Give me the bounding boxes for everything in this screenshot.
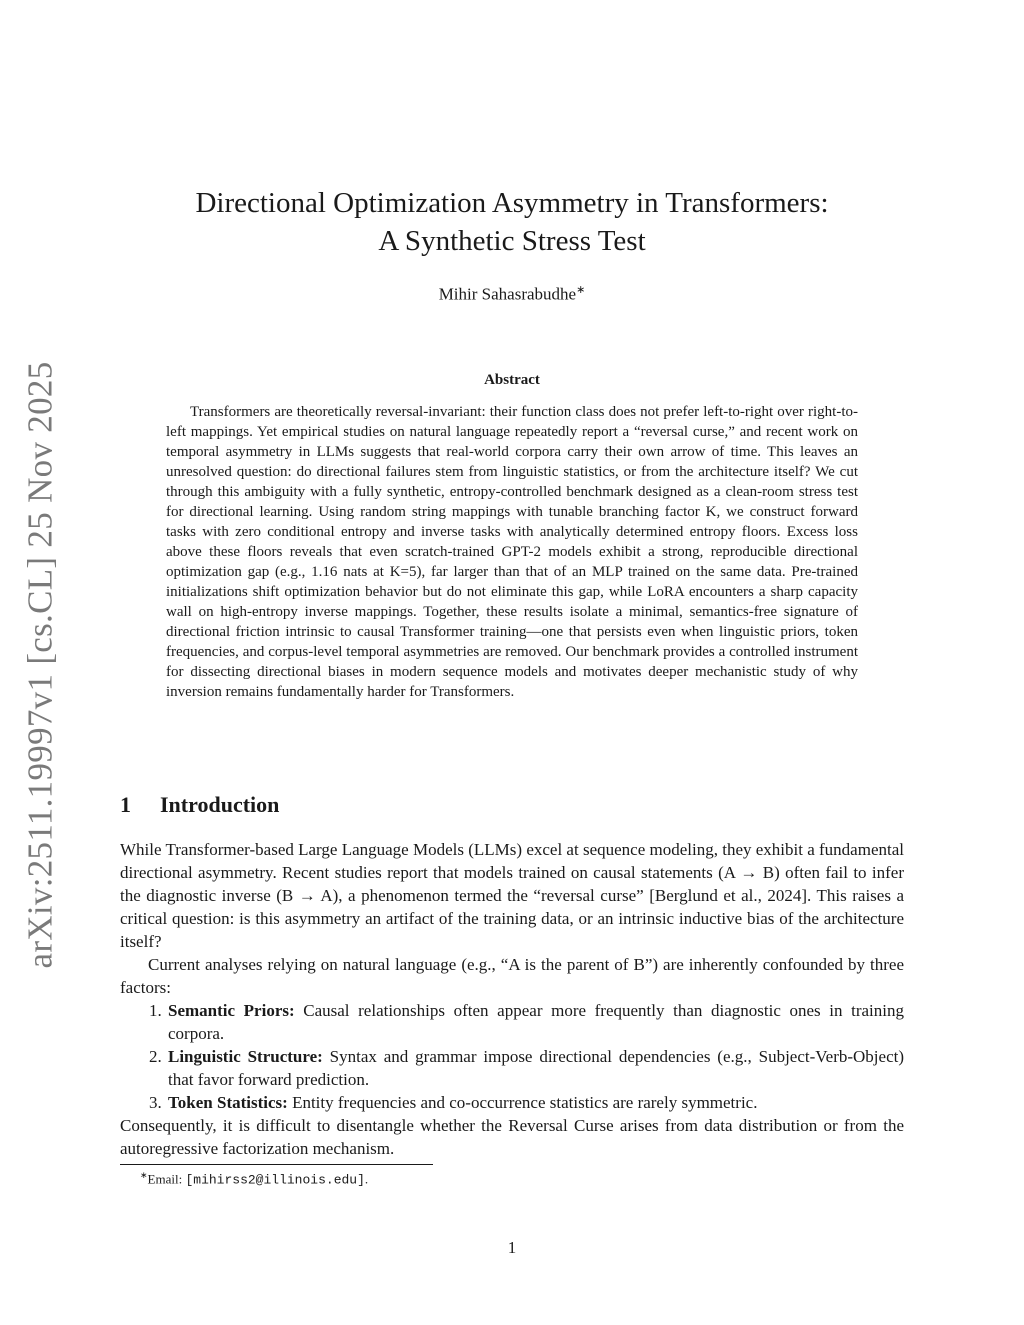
section-heading — [120, 792, 279, 818]
author-footnote-mark: ∗ — [576, 284, 586, 296]
factor-list — [120, 999, 904, 1114]
factor-item — [166, 1045, 904, 1091]
title-line-2: A Synthetic Stress Test — [378, 225, 646, 257]
abstract-heading: Abstract — [484, 372, 540, 388]
section-title: Introduction — [160, 792, 280, 817]
abstract-text: Transformers are theoretically reversal-invariant: their function class does not prefer left-to-right over right-to-left mappings. Yet empirical studies on natural language repeatedly report a “reversal curse,” and recent work on temporal asymmetry in LLMs suggests that real-world corpora carry their own arrow of time. This leaves an unresolved question: do directional failures stem from linguistic statistics, or from the architecture itself? We cut through this ambiguity with a fully synthetic, entropy-controlled benchmark designed as a clean-room stress test for directional learning. Using random string mappings with tunable branching factor K, we construct forward tasks with zero conditional entropy and inverse tasks with analytically determined entropy floors. Excess loss above these floors reveals that even scratch-trained GPT-2 models exhibit a strong, reproducible directional optimization gap (e.g., 1.16 nats at K=5), far larger than that of an MLP trained on the same data. Pre-trained initializations shift optimization behavior but do not eliminate this gap, while LoRA encounters a sharp capacity wall on high-entropy inverse mappings. Together, these results isolate a minimal, semantics-free signature of directional friction intrinsic to causal Transformer training—one that persists even when linguistic priors, token frequencies, and corpus-level temporal asymmetries are removed. Our benchmark provides a controlled instrument for dissecting directional biases in modern sequence models and motivates deeper mechanistic study of why inversion remains fundamentally harder for Transformers. — [166, 404, 858, 700]
factor-label: Token Statistics: — [168, 1093, 288, 1112]
factor-text: Entity frequencies and co-occurrence statistics are rarely symmetric. — [287, 1093, 758, 1112]
author-line — [120, 283, 904, 305]
factor-item — [166, 999, 904, 1045]
paper-title — [120, 184, 904, 260]
factor-text: Causal relationships often appear more frequently than diagnostic ones in training corpora. — [168, 1001, 904, 1043]
footnote-email-link[interactable]: [mihirss2@illinois.edu] — [185, 1172, 365, 1188]
intro-paragraph-1: While Transformer-based Large Language Models (LLMs) excel at sequence modeling, they exhibit a fundamental directional asymmetry. Recent studies report that models trained on causal statements (A → B) often fail to infer the diagnostic inverse (B → A), a phenomenon termed the “reversal curse” [Berglund et al., 2024]. This raises a critical question: is this asymmetry an artifact of the training data, or an intrinsic inductive bias of the architecture itself? — [120, 840, 904, 951]
page-number: 1 — [507, 1238, 517, 1257]
factor-text: Syntax and grammar impose directional dependencies (e.g., Subject-Verb-Object) that favor forward prediction. — [168, 1047, 904, 1089]
factor-label: Linguistic Structure: — [168, 1047, 323, 1066]
footnote-prefix: Email: — [147, 1171, 186, 1187]
factor-item — [166, 1091, 904, 1114]
footnote-mark: ∗ — [140, 1170, 148, 1180]
intro-paragraph-2: Current analyses relying on natural language (e.g., “A is the parent of B”) are inherently confounded by three factors: — [120, 955, 904, 997]
factor-label: Semantic Priors: — [168, 1001, 295, 1020]
footnote-rule — [120, 1164, 433, 1165]
footnote — [140, 1170, 368, 1187]
author-name: Mihir Sahasrabudhe — [438, 284, 577, 304]
title-line-1: Directional Optimization Asymmetry in Transformers: — [195, 187, 829, 219]
arxiv-id: arXiv:2511.19997v1 [cs.CL] 25 Nov 2025 — [20, 361, 60, 969]
arxiv-sidebar-stamp — [10, 361, 70, 969]
footnote-suffix: . — [364, 1171, 369, 1187]
section-body — [120, 838, 904, 1160]
intro-paragraph-3: Consequently, it is difficult to disentangle whether the Reversal Curse arises from data distribution or from the autoregressive factorization mechanism. — [120, 1116, 904, 1158]
section-number: 1 — [120, 792, 131, 817]
